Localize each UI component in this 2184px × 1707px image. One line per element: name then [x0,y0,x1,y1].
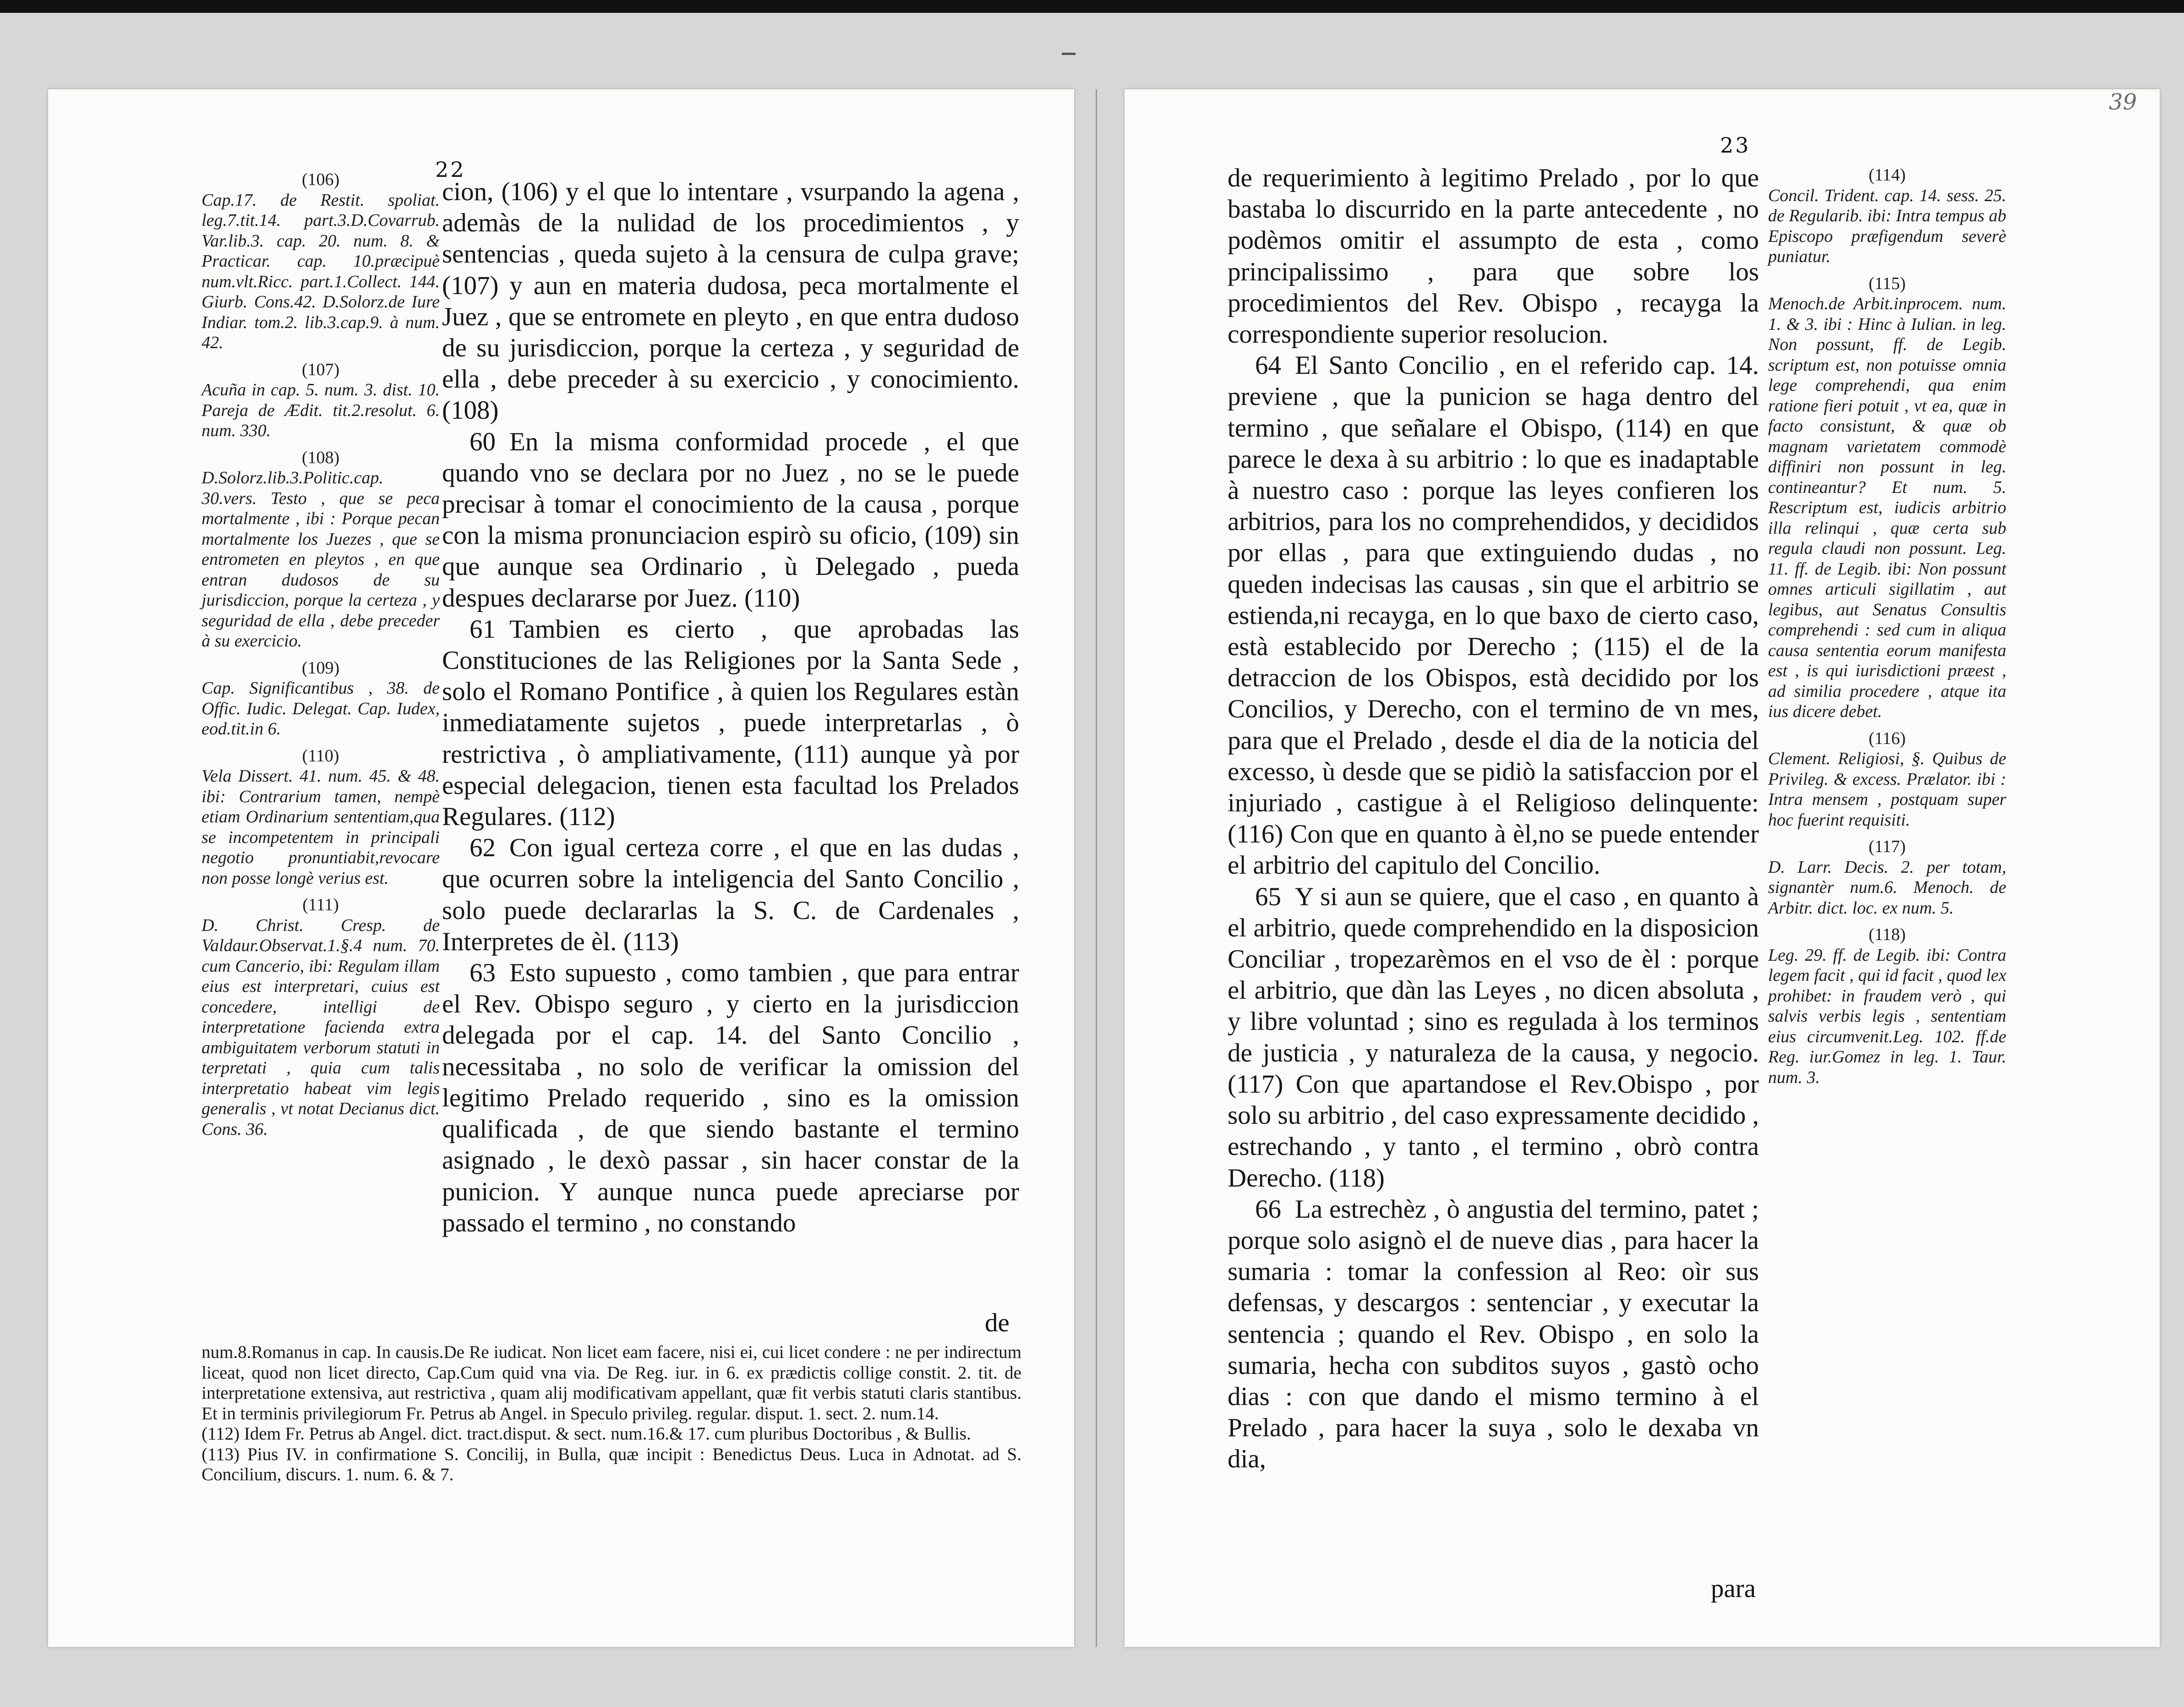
paragraph-number: 66 [1255,1194,1281,1224]
paragraph-number: 62 [470,833,496,863]
margin-notes [1768,165,2006,1094]
paragraph [442,176,1019,427]
note-text: D. Christ. Cresp. de Valdaur.Observat.1.§.4 num. 70. cum Cancerio, ibi: Regulam illam eius est interpretari, cuius est concedere, intelligi de interpretatione facienda extra ambiguitatem verborum statuti in terpretati , quia cum talis interpretatio habeat vim legis generalis , vt notat Decianus dict. Cons. 36. [202,915,440,1139]
margin-note [202,448,440,651]
footnotes [202,1342,1021,1485]
paragraph-text: En la misma conformidad procede , el que quando vno se declara por no Juez , no se le puede precisar à tomar el conocimiento de la causa , porque con la misma pronunciacion espirò su oficio, (109) sin que aunque sea Ordinario , ù Delegado , pueda despues declararse por Juez. (110) [442,427,1019,613]
left-page [48,89,1074,1647]
paragraph-text: La estrechèz , ò angustia del termino, patet ; porque solo asignò el de nueve dias , para hacer la sumaria : tomar la confession al Reo: oìr sus defensas, y descargos : sentenciar , y executar la sentencia ; quando el Rev. Obispo , en solo la sumaria, hecha con subditos suyos , gastò ocho dias : con que dando el mismo termino à el Prelado , para hacer la suya , solo le dexaba vn dia, [1228,1194,1759,1474]
paragraph [442,957,1019,1239]
margin-note [202,360,440,441]
margin-note [202,895,440,1139]
note-number: (115) [1868,274,1906,293]
paragraph-number: 65 [1255,882,1281,911]
margin-note [1768,837,2006,918]
note-text: Leg. 29. ff. de Legib. ibi: Contra legem facit , qui id facit , quod lex prohibet: in fraudem verò , qui salvis verbis legis , sententiam eius circumvenit.Leg. 102. ff.de Reg. iur.Gomez in leg. 1. Taur. num. 3. [1768,945,2006,1087]
paragraph [442,832,1019,957]
paragraph-text: Con igual certeza corre , el que en las dudas , que ocurren sobre la inteligencia del Santo Concilio , solo puede declararlas la S. C. de Cardenales , Interpretes de èl. (113) [442,833,1019,956]
note-text: D. Larr. Decis. 2. per totam, signantèr num.6. Menoch. de Arbitr. dict. loc. ex num. 5. [1768,857,2006,918]
note-number: (117) [1868,837,1906,856]
paragraph-number: 63 [470,958,496,988]
note-text: Concil. Trident. cap. 14. sess. 25. de Regularib. ibi: Intra tempus ab Episcopo præfigendum severè puniatur. [1768,186,2006,266]
paragraph [1228,350,1759,881]
paragraph [442,427,1019,614]
note-text: Clement. Religiosi, §. Quibus de Privileg. & excess. Prælator. ibi : Intra mensem , postquam super hoc fuerint requisiti. [1768,749,2006,830]
main-text [442,176,1019,1239]
paragraph [1228,881,1759,1194]
margin-note [1768,165,2006,267]
catchword: de [985,1308,1010,1337]
margin-note [1768,728,2006,831]
margin-note [1768,274,2006,722]
paragraph-number: 61 [470,614,496,644]
paragraph-text: Tambien es cierto , que aprobadas las Constituciones de las Religiones por la Santa Sede , solo el Romano Pontifice , à quien los Regulares estàn inmediatamente sujetos , puede interpretarlas , ò restrictiva , ò ampliativamente, (111) aunque yà por especial delegacion, tienen esta facultad los Prelados Regulares. (112) [442,614,1019,832]
main-text [1228,163,1759,1475]
paragraph-text: El Santo Concilio , en el referido cap. 14. previene , que la punicion se haga dentro del termino , que señalare el Obispo, (114) en que parece le dexa à su arbitrio : lo que es inadaptable à nuestro caso : porque las leyes confieren los arbitrios, para los no comprehendidos, y decididos por ellas , para que extinguiendo dudas , no queden indecisas las causas , sin que el arbitrio se estienda,ni recayga, en lo que baxo de cierto caso, està establecido por Derecho ; (115) el de la detraccion de los Obispos, està decidido por los Concilios, y Derecho, con el termino de vn mes, para que el Prelado , desde el dia de la noticia del excesso, ù desde que se pidiò la satisfaccion por el injuriado , castigue à el Religioso delinquente: (116) Con que en quanto à èl,no se puede entender el arbitrio del capitulo del Concilio. [1228,351,1759,880]
note-text: Menoch.de Arbit.inprocem. num. 1. & 3. ibi : Hinc à Iulian. in leg. Non possunt, ff. de Legib. scriptum est, non potuisse omnia lege comprehendi, qua enim ratione fieri potuit , vt ea, quæ in facto consistunt, & quæ ob magnam varietatem commodè diffiniri non possunt in leg. contineantur? Et num. 5. Rescriptum est, iudicis arbitrio illa relinqui , quæ certa sub regula claudi non possunt. Leg. 11. ff. de Legib. ibi: Non possunt omnes articuli sigillatim , aut legibus, aut Senatus Consultis comprehendi : sed cum in aliqua causa sententia eorum manifesta est , is qui iurisdictioni præest , ad similia procedere , atque ita ius dicere debet. [1768,294,2006,721]
note-text: Cap.17. de Restit. spoliat. leg.7.tit.14. part.3.D.Covarrub. Var.lib.3. cap. 20. num. 8. & Practicar. cap. 10.præcipuè num.vlt.Ricc. part.1.Collect. 144. Giurb. Cons.42. D.Solorz.de Iure Indiar. tom.2. lib.3.cap.9. à num. 42. [202,190,440,352]
note-text: Cap. Significantibus , 38. de Offic. Iudic. Delegat. Cap. Iudex, eod.tit.in 6. [202,678,440,739]
paragraph-text: de requerimiento à legitimo Prelado , por lo que bastaba lo discurrido en la parte antecedente , no podèmos omitir el assumpto de esta , como principalissimo , para que sobre los procedimientos del Rev. Obispo , recayga la correspondiente superior resolucion. [1228,164,1759,349]
note-number: (106) [301,170,340,189]
footnote: (112) Idem Fr. Petrus ab Angel. dict. tract.disput. & sect. num.16.& 17. cum pluribus Doctoribus , & Bullis. [202,1424,971,1444]
note-number: (107) [301,360,340,379]
note-number: (114) [1868,165,1906,185]
margin-note [202,746,440,889]
folio-mark: 39 [2108,89,2137,115]
scanner-top-bar [0,0,2184,13]
note-number: (109) [301,658,340,678]
note-text: D.Solorz.lib.3.Politic.cap. 30.vers. Testo , que se peca mortalmente , ibi : Porque pecan mortalmente los Juezes , que se entrometen en pleytos , en que entran dudosos de su jurisdiccion, porque la certeza , y seguridad de ella , debe preceder à su exercicio. [202,468,440,651]
catchword: para [1711,1574,1756,1603]
note-text: Vela Dissert. 41. num. 45. & 48. ibi: Contrarium tamen, nempè etiam Ordinarium sententiam,qua se incompetentem in principali negotio pronuntiabit,revocare non posse longè verius est. [202,766,440,888]
book-gutter [1096,89,1097,1647]
note-text: Acuña in cap. 5. num. 3. dist. 10. Pareja de Ædit. tit.2.resolut. 6. num. 330. [202,380,440,440]
paragraph-number: 64 [1255,351,1281,380]
note-number: (118) [1868,925,1906,944]
right-page [1125,89,2160,1647]
footnote: num.8.Romanus in cap. In causis.De Re iudicat. Non licet eam facere, nisi ei, cui licet condere : ne per indirectum liceat, quod non licet directo, Cap.Cum quid vna via. De Reg. iur. in 6. ex prædictis collige constit. 2. tit. de interpretatione extensiva, aut restrictiva , quam alij modificativam appellant, quæ fit verbis statuti claris stantibus. Et in terminis privilegiorum Fr. Petrus ab Angel. in Speculo privileg. regular. disput. 1. sect. 2. num.14. [202,1342,1021,1423]
paragraph [442,614,1019,832]
margin-note [202,658,440,739]
note-number: (116) [1868,728,1906,748]
paragraph-number: 60 [470,427,496,456]
page-number: 23 [1720,133,1751,158]
top-dash-mark [1062,53,1076,55]
paragraph [1228,163,1759,350]
margin-note [1768,925,2006,1088]
footnote: (113) Pius IV. in confirmatione S. Concilij, in Bulla, quæ incipit : Benedictus Deus. Luca in Adnotat. ad S. Concilium, discurs. 1. num. 6. & 7. [202,1444,1021,1484]
paragraph-text: Y si aun se quiere, que el caso , en quanto à el arbitrio, quede comprehendido en la disposicion Conciliar , tropezarèmos en el vso de èl : porque el arbitrio, que dàn las Leyes , no dicen absoluta , y libre voluntad ; sino es regulada à los terminos de justicia , y naturaleza de la causa, y negocio. (117) Con que apartandose el Rev.Obispo , por solo su arbitrio , del caso expressamente decidido , estrechando , y tanto , el termino , obrò contra Derecho. (118) [1228,882,1759,1193]
note-number: (110) [302,746,339,766]
paragraph [1228,1194,1759,1475]
paragraph-text: cion, (106) y el que lo intentare , vsurpando la agena , ademàs de la nulidad de los procedimientos , y sentencias , queda sujeto à la censura de culpa grave; (107) y aun en materia dudosa, peca mortalmente el Juez , que se entromete en pleyto , en que entra dudoso de su jurisdiccion, porque la certeza , y seguridad de ella , debe preceder à su exercicio , y conocimiento. (108) [442,177,1019,425]
paragraph-text: Esto supuesto , como tambien , que para entrar el Rev. Obispo seguro , y cierto en la jurisdiccion delegada por el cap. 14. del Santo Concilio , necessitaba , no solo de verificar la omission del legitimo Prelado requerido , sino es la omission qualificada , de que siendo bastante el termino asignado , le dexò passar , sin hacer constar de la punicion. Y aunque nunca puede apreciarse por passado el termino , no constando [442,958,1019,1237]
margin-note [202,170,440,353]
note-number: (108) [301,448,340,467]
margin-notes [202,170,440,1146]
note-number: (111) [302,895,339,914]
page-number: 22 [435,157,466,182]
